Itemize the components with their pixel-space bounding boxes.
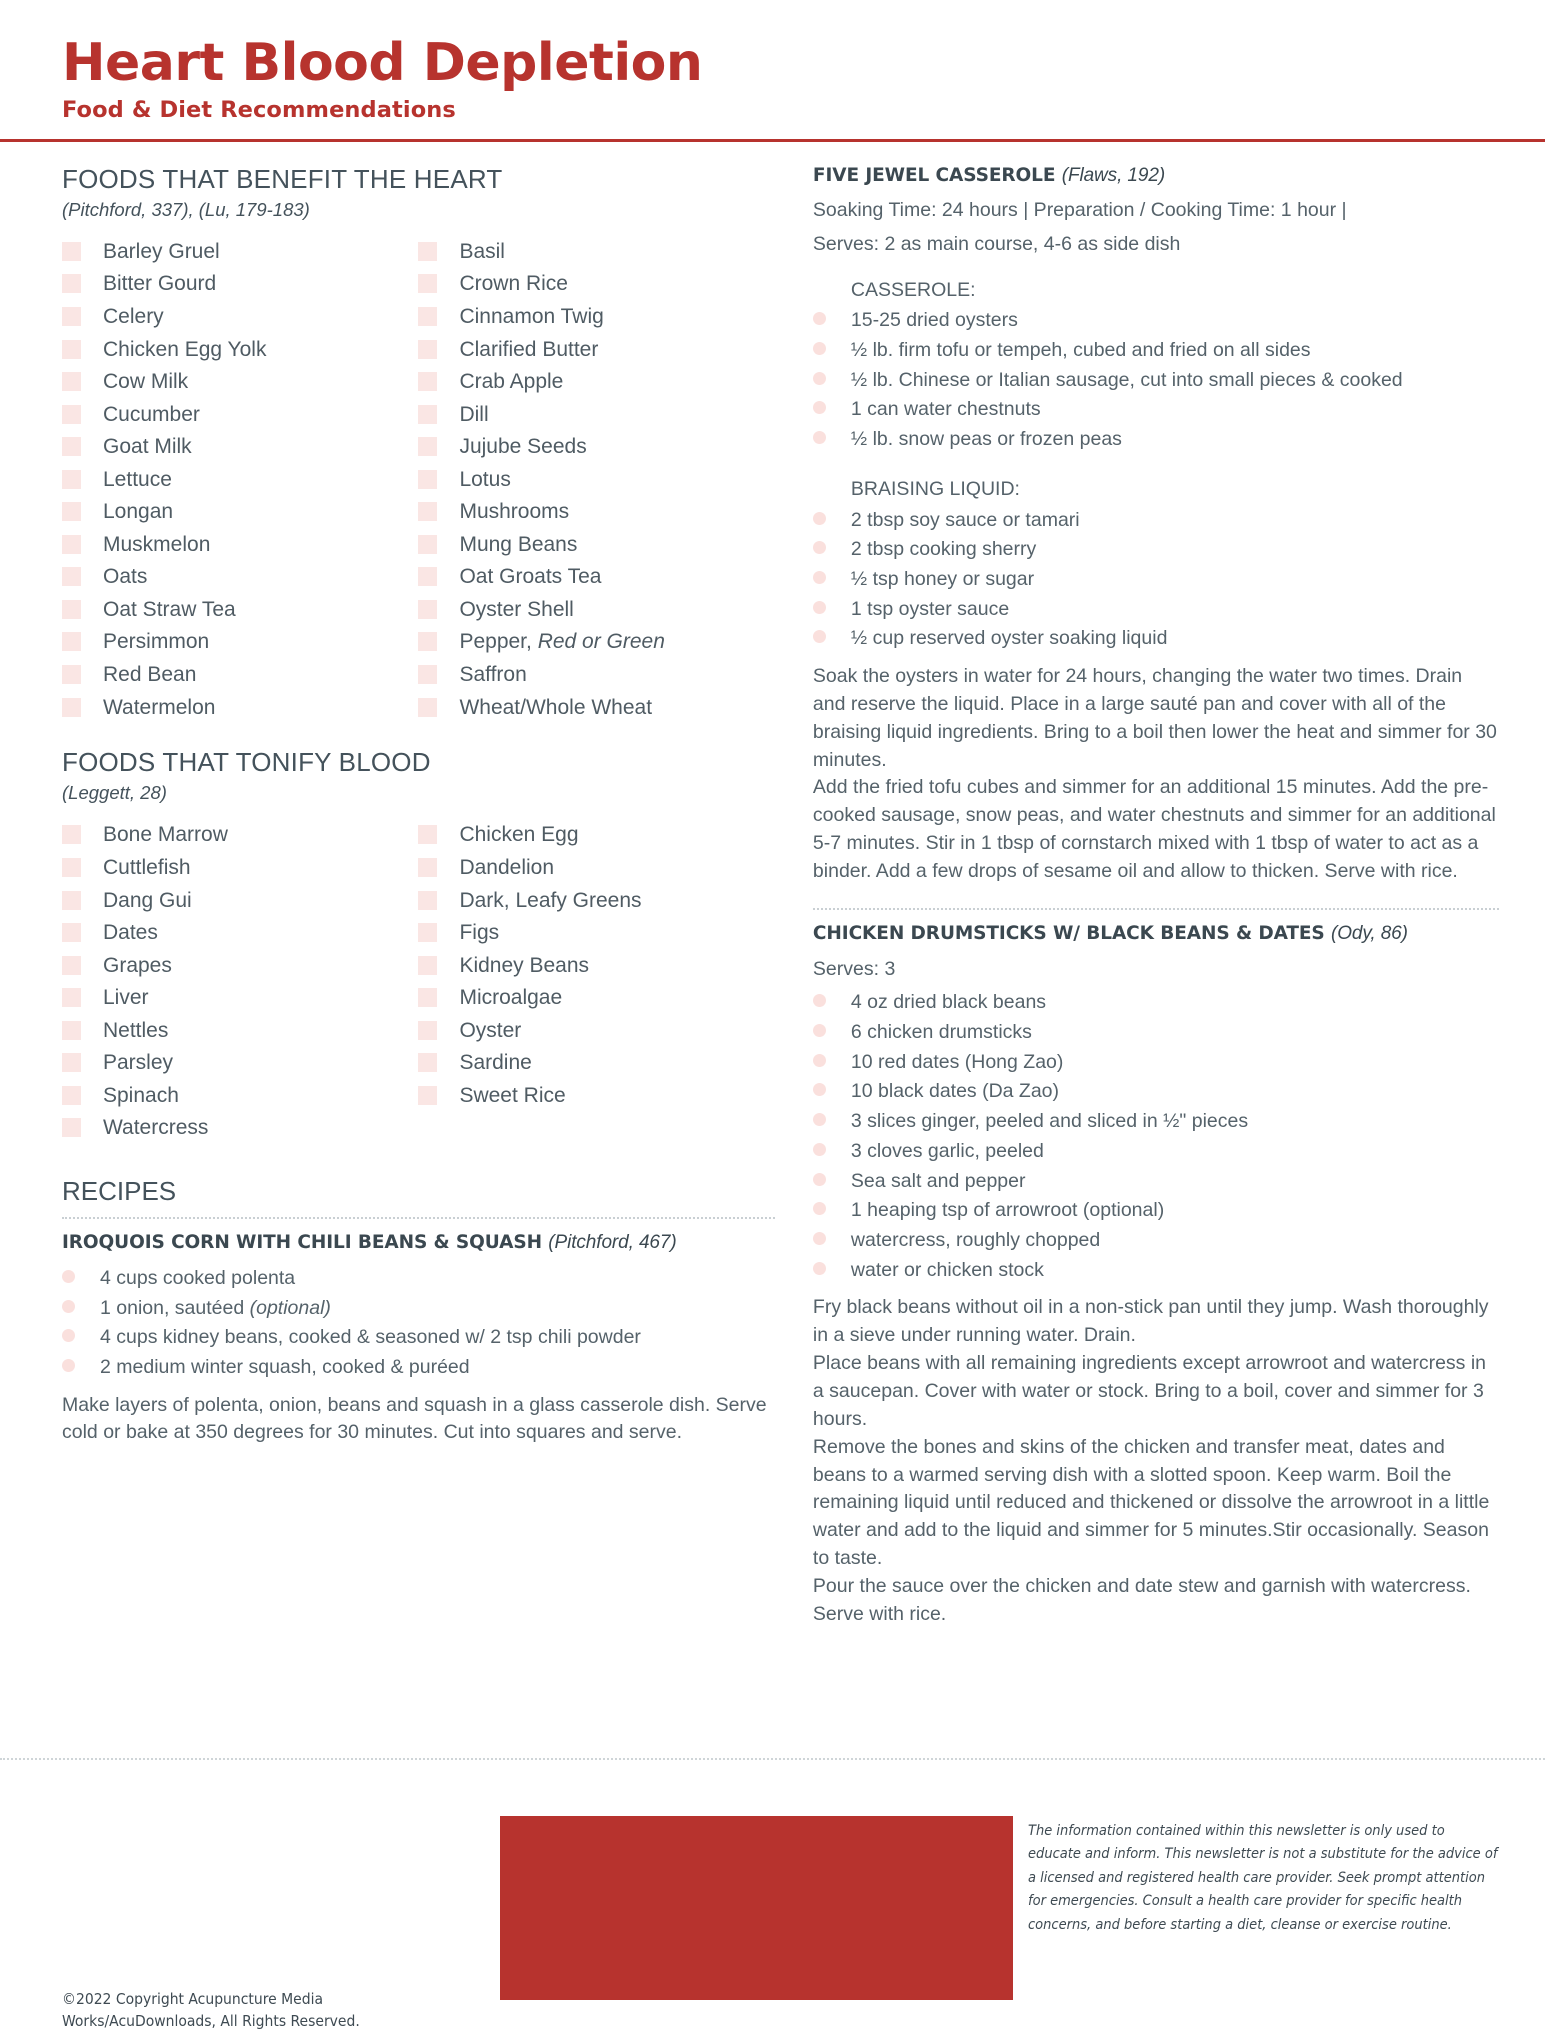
food-list-item-label: Sweet Rice [459, 1083, 566, 1107]
bullet-dot-icon [813, 342, 826, 355]
right-column [803, 164, 1499, 1629]
food-list-item [418, 239, 774, 263]
recipe-title-five-jewel [813, 164, 1499, 188]
checkbox-square-icon [418, 372, 437, 391]
ingredient-list-item [813, 1108, 1499, 1136]
ingredient-list-item [813, 367, 1499, 395]
checkbox-square-icon [62, 665, 81, 684]
checkbox-square-icon [62, 1021, 81, 1040]
food-list-item [62, 597, 418, 621]
food-list-item-label: Spinach [103, 1083, 179, 1107]
instruction-paragraph: Add the fried tofu cubes and simmer for an additional 15 minutes. Add the pre-cooked sausage, snow peas, and water chestnuts and simmer for an additional 5-7 minutes. Stir in 1 tbsp of cornstarch mixed with 1 tbsp of water to act as a binder. Add a few drops of sesame oil and allow to thicken. Serve with rice. [812, 776, 1496, 883]
bullet-dot-icon [62, 1300, 75, 1313]
food-list-item-label: Clarified Butter [459, 337, 599, 361]
instruction-paragraph: Soak the oysters in water for 24 hours, changing the water two times. Drain and reserve the liquid. Place in a large sauté pan and cover with all of the braising liquid ingredients. Bring to a boil then lower the heat and simmer for 30 minutes. [812, 664, 1497, 771]
checkbox-square-icon [62, 535, 81, 554]
recipe-divider-right [813, 908, 1499, 910]
content-area [0, 142, 1545, 1629]
food-list-item-label: Nettles [103, 1018, 169, 1042]
ingredient-list-item [62, 1324, 775, 1352]
checkbox-square-icon [418, 698, 437, 717]
food-list-item-label: Dark, Leafy Greens [459, 888, 642, 912]
bullet-dot-icon [813, 1083, 826, 1096]
ingredient-text: ½ cup reserved oyster soaking liquid [850, 627, 1168, 650]
recipe-meta-serves: Serves: 3 [812, 957, 896, 980]
food-list-item [418, 1083, 774, 1107]
food-list-item-label: Grapes [103, 953, 172, 977]
recipes-divider [62, 1217, 775, 1219]
checkbox-square-icon [62, 372, 81, 391]
food-list-item-label: Persimmon [103, 630, 210, 654]
bullet-dot-icon [813, 1054, 826, 1067]
food-list-item-label: Kidney Beans [459, 953, 590, 977]
food-list-item [418, 467, 774, 491]
ingredient-text: Sea salt and pepper [850, 1169, 1026, 1192]
ingredient-list-item [813, 307, 1499, 335]
food-list-item-label: Crown Rice [459, 272, 568, 296]
food-list-item [62, 629, 418, 653]
food-list-item [418, 337, 774, 361]
food-list-item-label: Parsley [103, 1051, 174, 1075]
food-list-item [418, 1018, 774, 1042]
ingredient-text: 1 can water chestnuts [850, 398, 1041, 421]
food-list-item [418, 434, 774, 458]
recipe-ingredients-chicken [813, 989, 1499, 1284]
food-list-item [418, 597, 774, 621]
recipe-name: IROQUOIS CORN WITH CHILI BEANS & SQUASH [62, 1232, 542, 1254]
tonify-blood-list-col2 [418, 822, 774, 1147]
food-list-item [62, 239, 418, 263]
food-list-item [62, 662, 418, 686]
ingredient-text: 15-25 dried oysters [850, 309, 1018, 332]
bullet-dot-icon [813, 994, 826, 1007]
instruction-paragraph: Place beans with all remaining ingredients except arrowroot and watercress in a saucepan. Cover with water or stock. Bring to a boil, cover and simmer for 3 hours. [812, 1352, 1487, 1430]
food-list-item-label: Oats [103, 565, 148, 589]
checkbox-square-icon [418, 1021, 437, 1040]
ingredient-list-item [813, 396, 1499, 424]
food-list-item [418, 271, 774, 295]
recipes-heading: RECIPES [62, 1175, 177, 1206]
bullet-dot-icon [813, 1232, 826, 1245]
ingredient-text: 4 cups kidney beans, cooked & seasoned w/ 2 tsp chili powder [100, 1326, 641, 1349]
recipe-instructions-five-jewel [813, 663, 1499, 886]
food-list-item-label: Basil [459, 239, 505, 263]
ingredient-list-item [813, 1049, 1499, 1077]
ingredient-list-item [813, 426, 1499, 454]
food-list-item-label: Microalgae [459, 986, 563, 1010]
checkbox-square-icon [418, 1053, 437, 1072]
ingredient-text: water or chicken stock [850, 1258, 1044, 1281]
food-list-item-label: Barley Gruel [103, 239, 220, 263]
checkbox-square-icon [418, 535, 437, 554]
food-list-item [62, 1115, 418, 1139]
food-list-item-label: Muskmelon [103, 532, 211, 556]
recipe-citation: (Pitchford, 467) [548, 1232, 677, 1254]
ingredient-group-label-braising: BRAISING LIQUID: [850, 477, 1020, 500]
food-list-item-label: Cuttlefish [103, 855, 191, 879]
ingredient-text: 3 slices ginger, peeled and sliced in ½" pieces [850, 1110, 1249, 1133]
checkbox-square-icon [62, 988, 81, 1007]
ingredient-text: 2 medium winter squash, cooked & puréed [100, 1355, 470, 1378]
checkbox-square-icon [62, 502, 81, 521]
ingredient-text: 10 red dates (Hong Zao) [850, 1050, 1064, 1073]
ingredient-list-item [813, 625, 1499, 653]
recipe-name: FIVE JEWEL CASSEROLE [812, 164, 1056, 186]
ingredient-text: 4 oz dried black beans [850, 991, 1047, 1014]
food-list-item-label: Dill [459, 402, 489, 426]
food-list-item-label: Wheat/Whole Wheat [459, 695, 653, 719]
bullet-dot-icon [813, 512, 826, 525]
food-list-item-label: Chicken Egg Yolk [103, 337, 267, 361]
checkbox-square-icon [418, 274, 437, 293]
recipe-name: CHICKEN DRUMSTICKS W/ BLACK BEANS & DATES [812, 922, 1325, 944]
food-list-item-label: Celery [103, 305, 164, 328]
food-list-item-label: Lettuce [103, 467, 172, 491]
tonify-blood-list-col1 [62, 822, 418, 1147]
food-list-item [418, 564, 774, 588]
food-list-item-label: Oat Straw Tea [103, 597, 236, 621]
food-list-item [62, 888, 418, 912]
food-list-item [418, 532, 774, 556]
ingredient-text: ½ lb. snow peas or frozen peas [850, 428, 1122, 451]
checkbox-square-icon [62, 632, 81, 651]
recipe-ingredients-braising [813, 507, 1499, 653]
bullet-dot-icon [813, 431, 826, 444]
food-list-item [418, 855, 774, 879]
food-list-item-label: Mushrooms [459, 500, 570, 524]
food-list-item [62, 434, 418, 458]
food-list-item-label: Watermelon [103, 695, 216, 719]
food-list-item [418, 402, 774, 426]
recipe-chicken-drumsticks [813, 922, 1499, 1629]
checkbox-square-icon [62, 923, 81, 942]
benefit-heart-list-col2 [418, 239, 774, 727]
checkbox-square-icon [418, 340, 437, 359]
checkbox-square-icon [418, 470, 437, 489]
food-list-item [62, 822, 418, 846]
ingredient-list-item [813, 1197, 1499, 1225]
checkbox-square-icon [62, 405, 81, 424]
food-list-item [418, 888, 774, 912]
checkbox-square-icon [62, 307, 81, 326]
ingredient-list-item [813, 1138, 1499, 1166]
ingredient-text: 1 tsp oyster sauce [850, 597, 1010, 620]
food-list-item-label: Bone Marrow [103, 823, 228, 847]
bullet-dot-icon [813, 401, 826, 414]
food-list-item-label: Liver [103, 986, 149, 1010]
ingredient-text: watercress, roughly chopped [850, 1228, 1101, 1251]
food-list-item [418, 822, 774, 846]
bullet-dot-icon [813, 1262, 826, 1275]
tonify-blood-section [62, 747, 775, 1148]
section-citation-benefit-heart: (Pitchford, 337), (Lu, 179-183) [62, 198, 310, 220]
checkbox-square-icon [62, 242, 81, 261]
instruction-paragraph: Pour the sauce over the chicken and date stew and garnish with watercress. Serve with rice. [812, 1575, 1471, 1625]
checkbox-square-icon [62, 274, 81, 293]
food-list-item [418, 953, 774, 977]
food-list-item-label: Crab Apple [459, 370, 564, 394]
food-list-item-label: Oat Groats Tea [459, 565, 602, 589]
food-list-item [62, 499, 418, 523]
ingredient-list-item [813, 536, 1499, 564]
food-list-item [62, 953, 418, 977]
checkbox-square-icon [418, 437, 437, 456]
checkbox-square-icon [418, 502, 437, 521]
food-list-item [418, 1050, 774, 1074]
recipe-citation: (Ody, 86) [1330, 922, 1408, 944]
bullet-dot-icon [813, 1143, 826, 1156]
food-list-item [418, 920, 774, 944]
footer [0, 1790, 1545, 2031]
benefit-heart-section [62, 164, 775, 728]
food-list-item-label: Goat Milk [103, 435, 192, 459]
checkbox-square-icon [62, 858, 81, 877]
benefit-heart-list-col1 [62, 239, 418, 727]
checkbox-square-icon [418, 567, 437, 586]
recipe-five-jewel-casserole [813, 164, 1499, 886]
ingredient-text: 2 tbsp cooking sherry [850, 538, 1037, 561]
food-list-item [418, 369, 774, 393]
food-list-item [418, 304, 774, 328]
food-list-item [418, 499, 774, 523]
recipe-title-chicken-drumsticks [813, 922, 1499, 946]
food-list-item-label: Pepper, Red or Green [459, 630, 665, 654]
food-list-item [62, 532, 418, 556]
food-list-item [62, 1050, 418, 1074]
food-list-item [62, 1083, 418, 1107]
ingredient-list-item [813, 507, 1499, 535]
food-list-item [418, 695, 774, 719]
copyright-text: ©2022 Copyright Acupuncture Media Works/AcuDownloads, All Rights Reserved. [62, 1990, 360, 2031]
footer-divider [0, 1758, 1545, 1760]
food-list-item [62, 920, 418, 944]
bullet-dot-icon [813, 1202, 826, 1215]
checkbox-square-icon [418, 405, 437, 424]
ingredient-list-item [813, 1168, 1499, 1196]
checkbox-square-icon [62, 567, 81, 586]
ingredient-group-label-casserole: CASSEROLE: [850, 278, 976, 301]
masthead [0, 0, 1545, 123]
checkbox-square-icon [62, 698, 81, 717]
food-list-item [418, 629, 774, 653]
checkbox-square-icon [62, 1086, 81, 1105]
ingredient-list-item [813, 1227, 1499, 1255]
ingredient-text: 1 heaping tsp of arrowroot (optional) [850, 1199, 1165, 1222]
section-title-benefit-heart: FOODS THAT BENEFIT THE HEART [62, 163, 503, 194]
recipe-title-iroquois [62, 1231, 775, 1255]
checkbox-square-icon [62, 470, 81, 489]
ingredient-list-item [813, 337, 1499, 365]
instruction-paragraph: Remove the bones and skins of the chicken and transfer meat, dates and beans to a warmed serving dish with a slotted spoon. Keep warm. Boil the remaining liquid until reduced and thickened or dissolve the arrowroot in a little water and add to the liquid and simmer for 5 minutes.Stir occasionally. Season to taste. [812, 1435, 1490, 1570]
food-list-item [62, 467, 418, 491]
ingredient-text: 1 onion, sautéed (optional) [100, 1296, 331, 1319]
food-list-item-label: Cow Milk [103, 370, 189, 394]
food-list-item [62, 304, 418, 328]
bullet-dot-icon [813, 372, 826, 385]
checkbox-square-icon [418, 600, 437, 619]
food-list-item-label: Saffron [459, 663, 527, 687]
food-list-item [62, 271, 418, 295]
checkbox-square-icon [62, 891, 81, 910]
bullet-dot-icon [813, 630, 826, 643]
checkbox-square-icon [62, 1053, 81, 1072]
food-list-item-label: Oyster Shell [459, 597, 574, 621]
food-list-item-label: Bitter Gourd [103, 272, 217, 296]
food-list-item [418, 662, 774, 686]
food-list-item-label: Oyster [459, 1018, 522, 1042]
ingredient-list-item [62, 1354, 775, 1382]
checkbox-square-icon [418, 858, 437, 877]
food-list-item [418, 985, 774, 1009]
food-list-item-label: Cinnamon Twig [459, 305, 604, 328]
food-list-item-label: Watercress [103, 1116, 209, 1140]
checkbox-square-icon [62, 340, 81, 359]
bullet-dot-icon [62, 1359, 75, 1372]
ingredient-list-item [813, 596, 1499, 624]
ingredient-list-item [62, 1265, 775, 1293]
recipe-ingredients-iroquois [62, 1265, 775, 1382]
footer-brand-block [500, 1816, 1013, 2000]
bullet-dot-icon [813, 541, 826, 554]
food-list-item-label: Sardine [459, 1051, 532, 1075]
section-citation-tonify-blood: (Leggett, 28) [62, 782, 167, 804]
bullet-dot-icon [813, 601, 826, 614]
food-list-item-label: Cucumber [103, 402, 200, 426]
food-list-item-label: Red Bean [103, 663, 197, 687]
ingredient-list-item [813, 1019, 1499, 1047]
checkbox-square-icon [418, 665, 437, 684]
checkbox-square-icon [418, 632, 437, 651]
checkbox-square-icon [418, 988, 437, 1007]
page-title: Heart Blood Depletion [62, 33, 703, 93]
checkbox-square-icon [62, 1118, 81, 1137]
instruction-paragraph: Fry black beans without oil in a non-stick pan until they jump. Wash thoroughly in a sieve under running water. Drain. [812, 1296, 1489, 1347]
ingredient-text: ½ tsp honey or sugar [850, 567, 1035, 590]
food-list-item-label: Lotus [459, 467, 511, 491]
recipe-citation: (Flaws, 192) [1061, 164, 1166, 186]
food-list-item-label: Longan [103, 500, 174, 524]
checkbox-square-icon [62, 825, 81, 844]
food-list-item-label: Mung Beans [459, 532, 578, 556]
recipe-meta-line-1: Soaking Time: 24 hours | Preparation / Cooking Time: 1 hour | [812, 199, 1347, 222]
food-list-item [62, 985, 418, 1009]
checkbox-square-icon [62, 437, 81, 456]
checkbox-square-icon [62, 600, 81, 619]
food-list-item-label: Jujube Seeds [459, 435, 587, 459]
recipe-ingredients-casserole [813, 307, 1499, 453]
bullet-dot-icon [813, 1173, 826, 1186]
recipe-iroquois [62, 1231, 775, 1447]
recipe-instructions-iroquois: Make layers of polenta, onion, beans and squash in a glass casserole dish. Serve cold or bake at 350 degrees for 30 minutes. Cut into squares and serve. [62, 1393, 767, 1444]
section-title-tonify-blood: FOODS THAT TONIFY BLOOD [62, 747, 431, 778]
checkbox-square-icon [418, 923, 437, 942]
ingredient-list-item [813, 566, 1499, 594]
ingredient-list-item [813, 989, 1499, 1017]
bullet-dot-icon [62, 1270, 75, 1283]
checkbox-square-icon [418, 891, 437, 910]
food-list-item-label: Figs [459, 921, 500, 945]
recipe-instructions-chicken [813, 1294, 1499, 1629]
bullet-dot-icon [813, 571, 826, 584]
ingredient-list-item [813, 1257, 1499, 1285]
checkbox-square-icon [418, 242, 437, 261]
checkbox-square-icon [418, 825, 437, 844]
checkbox-square-icon [62, 956, 81, 975]
checkbox-square-icon [418, 1086, 437, 1105]
ingredient-text: 10 black dates (Da Zao) [850, 1080, 1060, 1103]
food-list-item [62, 337, 418, 361]
ingredient-list-item [62, 1295, 775, 1323]
ingredient-text: ½ lb. firm tofu or tempeh, cubed and fried on all sides [850, 339, 1311, 362]
left-column [62, 164, 803, 1629]
page-subtitle: Food & Diet Recommendations [62, 96, 456, 123]
food-list-item [62, 695, 418, 719]
ingredient-list-item [813, 1078, 1499, 1106]
checkbox-square-icon [418, 956, 437, 975]
bullet-dot-icon [813, 1113, 826, 1126]
food-list-item-label: Dandelion [459, 855, 555, 879]
ingredient-text: ½ lb. Chinese or Italian sausage, cut into small pieces & cooked [850, 368, 1403, 391]
bullet-dot-icon [813, 1024, 826, 1037]
recipe-meta-line-2: Serves: 2 as main course, 4-6 as side dish [812, 233, 1181, 256]
food-list-item [62, 402, 418, 426]
ingredient-text: 4 cups cooked polenta [100, 1266, 296, 1289]
bullet-dot-icon [62, 1329, 75, 1342]
ingredient-text: 3 cloves garlic, peeled [850, 1139, 1044, 1162]
food-list-item [62, 564, 418, 588]
disclaimer-text: The information contained within this newsletter is only used to educate and inform. This newsletter is not a substitute for the advice of a licensed and registered health care provider. Seek prompt attention for emergencies. Consult a health care provider for specific health concerns, and before starting a diet, cleanse or exercise routine. [1028, 1823, 1498, 1933]
food-list-item [62, 1018, 418, 1042]
checkbox-square-icon [418, 307, 437, 326]
ingredient-text: 2 tbsp soy sauce or tamari [850, 508, 1080, 531]
bullet-dot-icon [813, 312, 826, 325]
food-list-item [62, 369, 418, 393]
ingredient-text: 6 chicken drumsticks [850, 1021, 1032, 1044]
food-list-item-label: Dates [103, 921, 158, 945]
food-list-item [62, 855, 418, 879]
food-list-item-label: Dang Gui [103, 888, 192, 912]
food-list-item-label: Chicken Egg [459, 823, 579, 847]
